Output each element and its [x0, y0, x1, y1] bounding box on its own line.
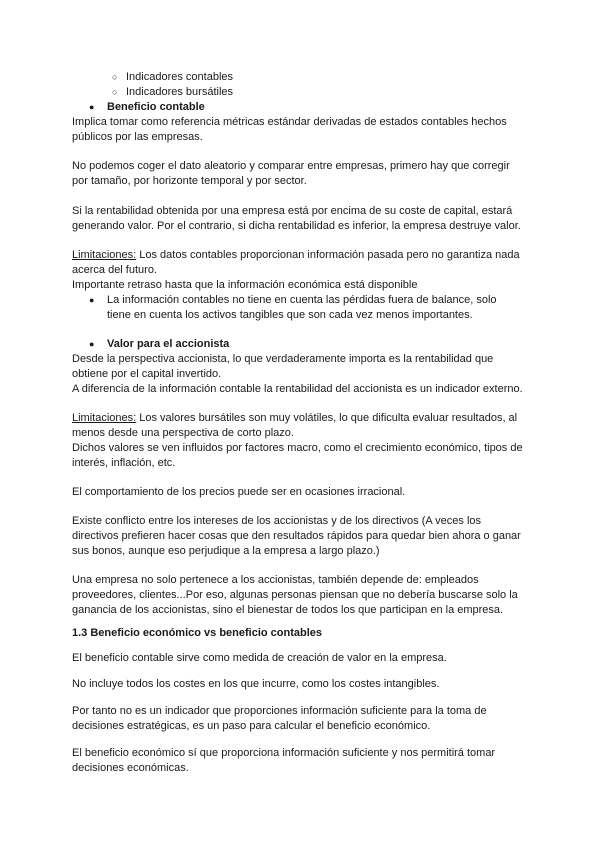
paragraph-line: menos desde una perspectiva de corto plazo.: [72, 427, 294, 439]
bullet-icon: ●: [89, 339, 95, 349]
list-item-text: Indicadores bursátiles: [126, 86, 234, 98]
heading-text: Beneficio contable: [107, 101, 205, 113]
list-item-text: La información contables no tiene en cuenta las pérdidas fuera de balance, solo: [107, 294, 497, 306]
list-item-continuation: tiene en cuenta los activos tangibles que son cada vez menos importantes.: [107, 309, 473, 321]
list-item-indicadores-contables: [112, 70, 234, 85]
list-item-perdidas: [89, 293, 497, 308]
paragraph-line: sus bonos, aunque eso perjudique a la empresa a largo plazo.): [72, 545, 380, 557]
paragraph-line: El comportamiento de los precios puede ser en ocasiones irracional.: [72, 486, 406, 498]
paragraph-line: Una empresa no solo pertenece a los accionistas, también depende de: empleados: [72, 574, 479, 586]
list-item-indicadores-bursatiles: [112, 85, 234, 100]
bullet-icon: ●: [89, 295, 95, 305]
heading-valor-accionista: [89, 337, 230, 352]
heading-text: Valor para el accionista: [107, 338, 230, 350]
paragraph-line: generando valor. Por el contrario, si dicha rentabilidad es inferior, la empresa destruye valor.: [72, 220, 521, 232]
paragraph-line: ganancia de los accionistas, sino el bienestar de todos los que participan en la empresa.: [72, 604, 504, 616]
circle-bullet-icon: ○: [112, 87, 118, 97]
paragraph-line: Implica tomar como referencia métricas estándar derivadas de estados contables hechos: [72, 116, 507, 128]
paragraph-line: Dichos valores se ven influidos por factores macro, como el crecimiento económico, tipos de: [72, 442, 523, 454]
paragraph-line: El beneficio contable sirve como medida de creación de valor en la empresa.: [72, 652, 447, 664]
paragraph-line: El beneficio económico sí que proporciona información suficiente y nos permitirá tomar: [72, 747, 496, 759]
paragraph-line: No incluye todos los costes en los que incurre, como los costes intangibles.: [72, 678, 440, 690]
list-item-text: Indicadores contables: [126, 71, 234, 83]
paragraph-line: No podemos coger el dato aleatorio y comparar entre empresas, primero hay que corregir: [72, 160, 510, 172]
paragraph-line: obtiene por el capital invertido.: [72, 368, 222, 380]
limitaciones-text: Los datos contables proporcionan información pasada pero no garantiza nada: [136, 249, 520, 261]
paragraph-line: Si la rentabilidad obtenida por una empresa está por encima de su coste de capital, estará: [72, 205, 513, 217]
bullet-icon: ●: [89, 102, 95, 112]
paragraph-line: A diferencia de la información contable la rentabilidad del accionista es un indicador externo.: [72, 383, 523, 395]
paragraph-line: proveedores, clientes...Por eso, algunas personas piensan que no debería buscarse solo la: [72, 589, 518, 601]
limitaciones-line: [72, 248, 520, 263]
limitaciones-label: Limitaciones:: [72, 412, 137, 424]
section-heading-1-3: 1.3 Beneficio económico vs beneficio contables: [72, 627, 323, 639]
limitaciones-text: Los valores bursátiles son muy volátiles, lo que dificulta evaluar resultados, al: [136, 412, 518, 424]
paragraph-line: directivos prefieren hacer cosas que den resultados rápidos para quedar bien ahora o ganar: [72, 530, 521, 542]
limitaciones-label: Limitaciones:: [72, 249, 137, 261]
circle-bullet-icon: ○: [112, 72, 118, 82]
paragraph-line: públicos por las empresas.: [72, 131, 203, 143]
paragraph-line: Importante retraso hasta que la información económica está disponible: [72, 279, 418, 291]
paragraph-line: acerca del futuro.: [72, 264, 157, 276]
paragraph-line: interés, inflación, etc.: [72, 457, 176, 469]
paragraph-line: Existe conflicto entre los intereses de los accionistas y de los directivos (A veces los: [72, 515, 482, 527]
paragraph-line: Desde la perspectiva accionista, lo que verdaderamente importa es la rentabilidad que: [72, 353, 494, 365]
heading-beneficio-contable: [89, 100, 205, 115]
paragraph-line: decisiones económicas.: [72, 762, 189, 774]
limitaciones-line: [72, 411, 517, 426]
paragraph-line: decisiones estratégicas, es un paso para calcular el beneficio económico.: [72, 720, 431, 732]
paragraph-line: por tamaño, por horizonte temporal y por sector.: [72, 175, 307, 187]
paragraph-line: Por tanto no es un indicador que proporciones información suficiente para la toma de: [72, 705, 487, 717]
